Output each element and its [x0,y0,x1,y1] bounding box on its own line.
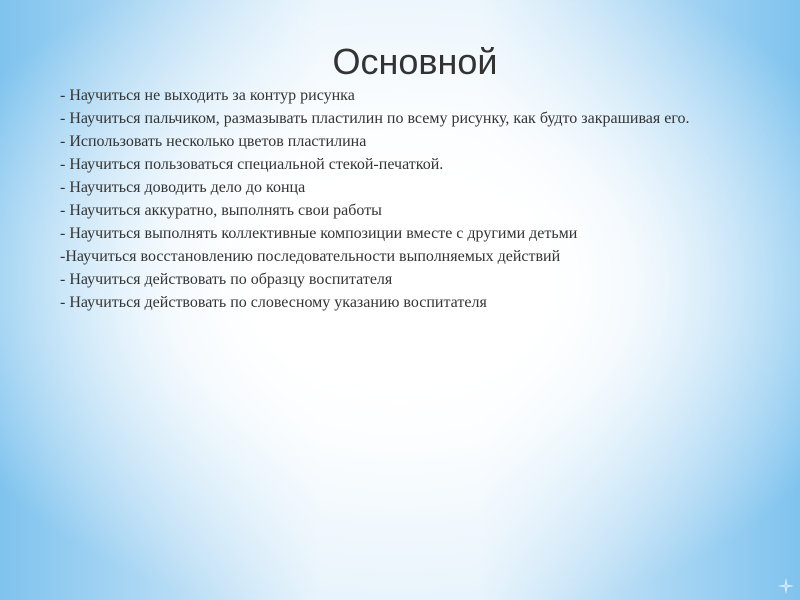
slide-title: Основной [332,41,498,82]
list-item: -Научиться восстановлению последовательности выполняемых действий [60,248,561,265]
list-item: - Научиться доводить дело до конца [60,179,306,196]
list-item: - Научиться пользоваться специальной стекой-печаткой. [60,156,444,173]
list-item: - Научиться аккуратно, выполнять свои работы [60,202,382,219]
list-item: - Научиться не выходить за контур рисунка [60,87,355,104]
list-item: - Использовать несколько цветов пластилина [60,133,367,150]
list-item: - Научиться пальчиком, размазывать пластилин по всему рисунку, как будто закрашивая его. [60,110,690,127]
bullet-list [45,84,753,314]
sparkle-icon [778,578,794,594]
list-item: - Научиться действовать по словесному указанию воспитателя [60,294,487,311]
list-item: - Научиться действовать по образцу воспитателя [60,271,393,288]
list-item: - Научиться выполнять коллективные композиции вместе с другими детьми [60,225,578,242]
